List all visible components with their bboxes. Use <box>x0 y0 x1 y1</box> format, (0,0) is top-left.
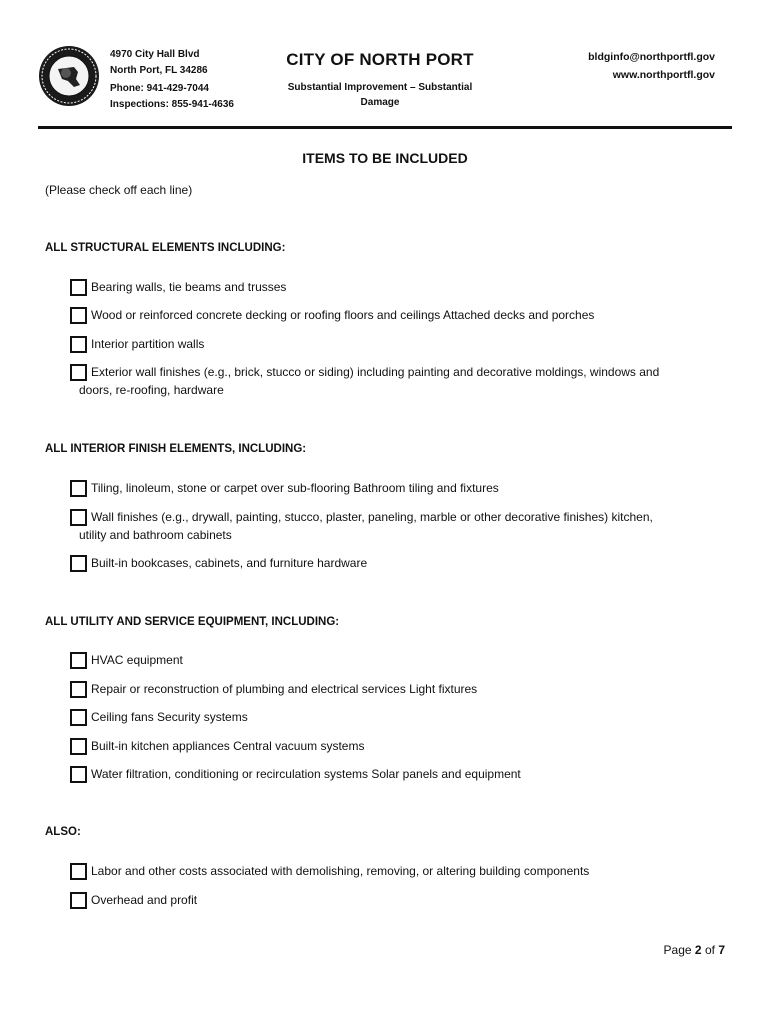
checkbox[interactable] <box>70 766 87 783</box>
document-subtitle: Substantial Improvement – Substantial Damage <box>287 82 473 108</box>
city-title: CITY OF NORTH PORT <box>286 50 474 69</box>
section-title-interior: ALL INTERIOR FINISH ELEMENTS, INCLUDING: <box>45 443 307 455</box>
page-number: Page 2 of 7 <box>663 943 725 957</box>
checkbox[interactable] <box>70 709 87 726</box>
checklist-item[interactable]: Ceiling fans Security systems <box>70 708 710 726</box>
checkbox[interactable] <box>70 480 87 497</box>
checklist-item[interactable]: Labor and other costs associated with demolishing, removing, or altering building components <box>70 862 710 880</box>
checklist-item[interactable]: Wall finishes (e.g., drywall, painting, stucco, plaster, paneling, marble or other decorative finishes) kitchen, utility and bathroom cabinets <box>70 508 710 544</box>
checklist-item[interactable]: Overhead and profit <box>70 891 710 909</box>
checkbox[interactable] <box>70 509 87 526</box>
checkbox[interactable] <box>70 307 87 324</box>
section-title-also: ALSO: <box>45 826 81 838</box>
checkbox[interactable] <box>70 863 87 880</box>
checklist-item[interactable]: Bearing walls, tie beams and trusses <box>70 278 710 296</box>
checkbox[interactable] <box>70 336 87 353</box>
header-center <box>270 50 490 110</box>
section-title-utility: ALL UTILITY AND SERVICE EQUIPMENT, INCLUDING: <box>45 616 340 628</box>
page-heading: ITEMS TO BE INCLUDED <box>302 150 468 166</box>
checklist-item[interactable]: HVAC equipment <box>70 651 710 669</box>
header-divider <box>38 126 732 129</box>
website-link[interactable]: www.northportfl.gov <box>612 69 715 81</box>
checklist-item[interactable]: Interior partition walls <box>70 335 710 353</box>
city-seal-icon <box>38 45 100 107</box>
checklist-item[interactable]: Water filtration, conditioning or recirculation systems Solar panels and equipment <box>70 765 710 783</box>
address-line-2: North Port, FL 34286 <box>110 65 208 76</box>
inspections-number: Inspections: 855-941-4636 <box>110 99 234 110</box>
checklist-item[interactable]: Tiling, linoleum, stone or carpet over sub-flooring Bathroom tiling and fixtures <box>70 479 710 497</box>
phone-number: Phone: 941-429-7044 <box>110 83 209 94</box>
checklist-item[interactable]: Repair or reconstruction of plumbing and electrical services Light fixtures <box>70 680 710 698</box>
document-header <box>0 0 770 130</box>
checkbox[interactable] <box>70 555 87 572</box>
address-line-1: 4970 City Hall Blvd <box>110 49 200 60</box>
instruction-note: (Please check off each line) <box>45 183 193 197</box>
checkbox[interactable] <box>70 364 87 381</box>
checkbox[interactable] <box>70 738 87 755</box>
email-link[interactable]: bldginfo@northportfl.gov <box>588 51 715 63</box>
section-title-structural: ALL STRUCTURAL ELEMENTS INCLUDING: <box>45 242 286 254</box>
contact-block <box>588 48 715 84</box>
address-block <box>110 47 234 113</box>
checkbox[interactable] <box>70 681 87 698</box>
checklist-item[interactable]: Exterior wall finishes (e.g., brick, stucco or siding) including painting and decorative moldings, windows and doors, re-roofing, hardware <box>70 363 710 399</box>
checkbox[interactable] <box>70 652 87 669</box>
checkbox[interactable] <box>70 892 87 909</box>
checklist-item[interactable]: Built-in kitchen appliances Central vacuum systems <box>70 737 710 755</box>
checklist-item[interactable]: Built-in bookcases, cabinets, and furniture hardware <box>70 554 710 572</box>
checkbox[interactable] <box>70 279 87 296</box>
checklist-item[interactable]: Wood or reinforced concrete decking or roofing floors and ceilings Attached decks and porches <box>70 306 710 324</box>
